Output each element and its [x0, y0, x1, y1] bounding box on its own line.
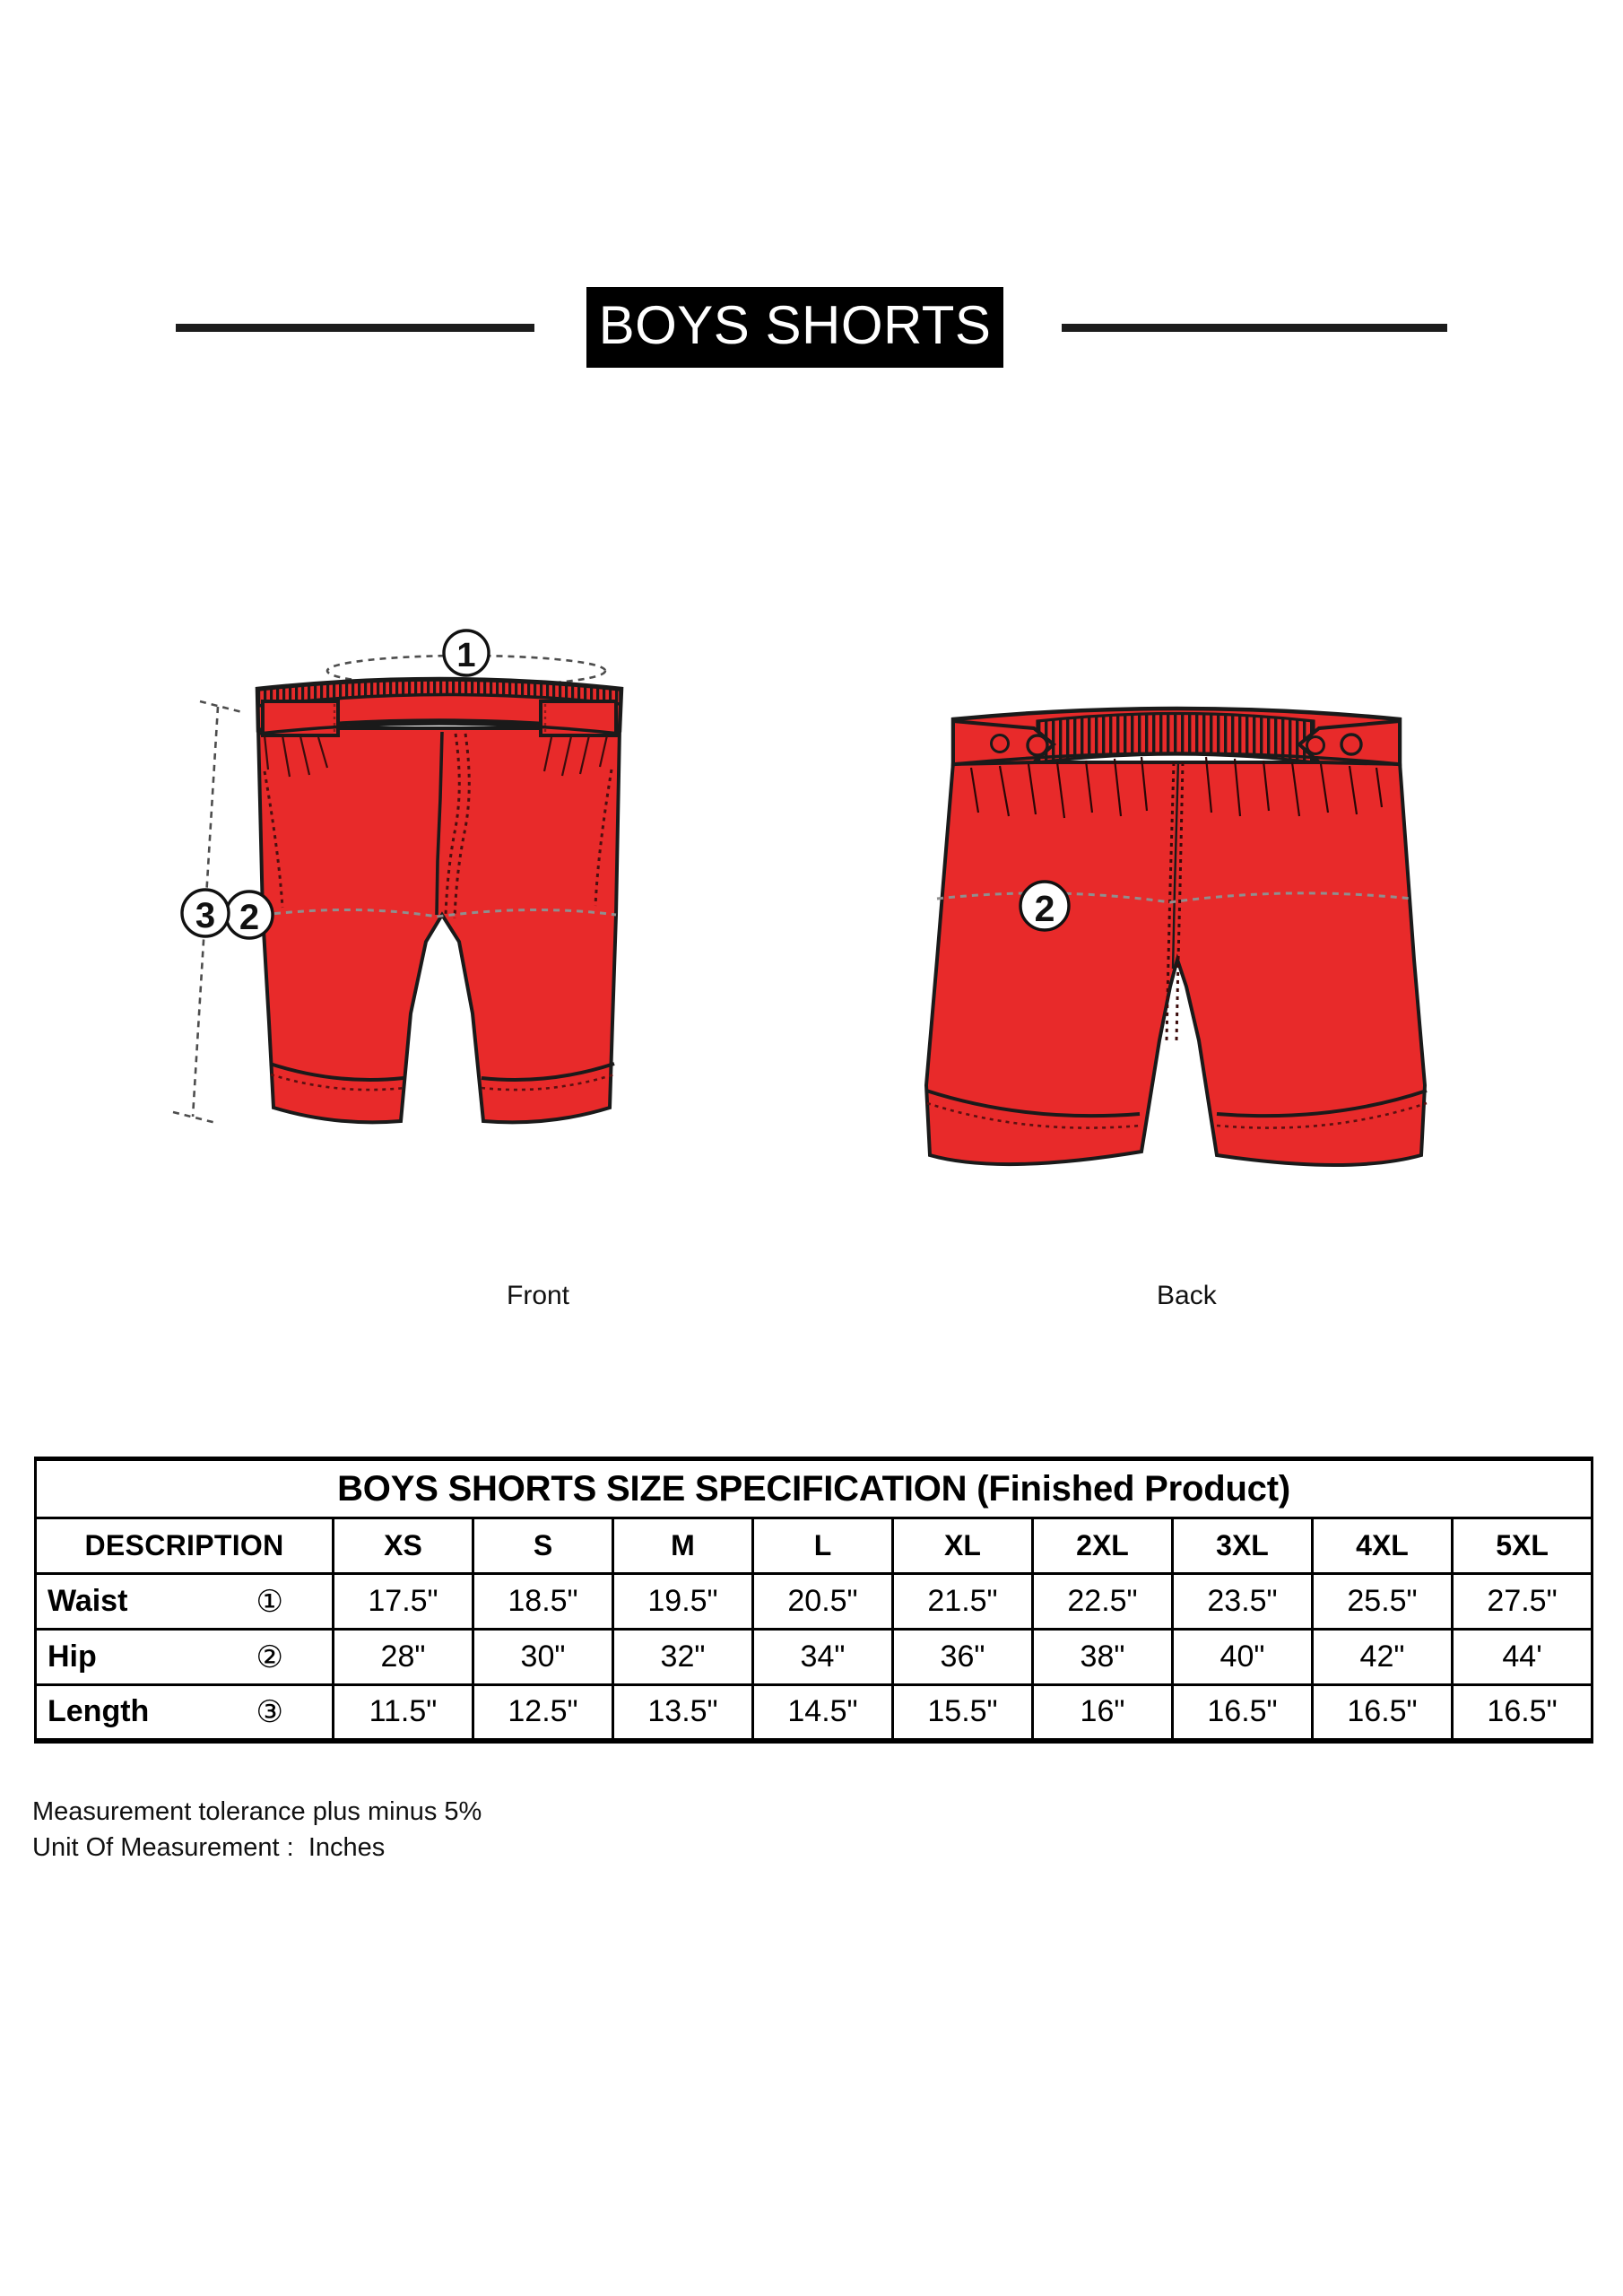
- column-header-description: DESCRIPTION: [36, 1518, 334, 1574]
- callout-2-label: 2: [239, 898, 260, 937]
- table-title: BOYS SHORTS SIZE SPECIFICATION (Finished Product): [36, 1459, 1593, 1518]
- footnotes: [32, 1794, 482, 1866]
- table-row-length: [36, 1685, 1593, 1741]
- cell-hip-s: 30": [473, 1630, 613, 1685]
- callout-1-label: 1: [456, 637, 476, 674]
- callout-marker-1: [444, 631, 489, 675]
- cell-hip-l: 34": [753, 1630, 893, 1685]
- back-shorts-body: [926, 709, 1427, 1165]
- cell-waist-xl: 21.5": [893, 1574, 1033, 1630]
- cell-length-2xl: 16": [1033, 1685, 1173, 1741]
- row-label-length: Length: [48, 1694, 150, 1729]
- table-header-row: [36, 1518, 1593, 1574]
- column-header-m: M: [613, 1518, 753, 1574]
- cell-length-3xl: 16.5": [1173, 1685, 1313, 1741]
- callout-3-label: 3: [195, 896, 216, 935]
- cell-length-m: 13.5": [613, 1685, 753, 1741]
- size-spec-table: [34, 1457, 1593, 1744]
- column-header-5xl: 5XL: [1453, 1518, 1593, 1574]
- cell-waist-4xl: 25.5": [1313, 1574, 1453, 1630]
- row-mark-length: ③: [256, 1694, 283, 1729]
- cell-length-s: 12.5": [473, 1685, 613, 1741]
- size-spec-table-container: [34, 1457, 1590, 1744]
- cell-waist-3xl: 23.5": [1173, 1574, 1313, 1630]
- cell-hip-4xl: 42": [1313, 1630, 1453, 1685]
- cell-waist-s: 18.5": [473, 1574, 613, 1630]
- column-header-s: S: [473, 1518, 613, 1574]
- front-shorts-body: [257, 679, 621, 1122]
- cell-waist-xs: 17.5": [334, 1574, 473, 1630]
- column-header-2xl: 2XL: [1033, 1518, 1173, 1574]
- page-title: BOYS SHORTS: [586, 287, 1004, 368]
- cell-hip-2xl: 38": [1033, 1630, 1173, 1685]
- note-unit: Unit Of Measurement : Inches: [32, 1833, 386, 1863]
- column-header-3xl: 3XL: [1173, 1518, 1313, 1574]
- cell-length-xs: 11.5": [334, 1685, 473, 1741]
- row-mark-waist: ①: [256, 1584, 283, 1619]
- cell-hip-xs: 28": [334, 1630, 473, 1685]
- front-view-caption: Front: [507, 1281, 570, 1310]
- table-row-waist: [36, 1574, 1593, 1630]
- column-header-xs: XS: [334, 1518, 473, 1574]
- note-tolerance: Measurement tolerance plus minus 5%: [32, 1797, 482, 1826]
- callout-marker-2-front: [226, 891, 273, 938]
- cell-hip-xl: 36": [893, 1630, 1033, 1685]
- back-view-caption: Back: [1157, 1281, 1217, 1310]
- title-rule-left: [176, 324, 534, 332]
- cell-waist-5xl: 27.5": [1453, 1574, 1593, 1630]
- cell-hip-3xl: 40": [1173, 1630, 1313, 1685]
- cell-waist-2xl: 22.5": [1033, 1574, 1173, 1630]
- column-header-l: L: [753, 1518, 893, 1574]
- column-header-4xl: 4XL: [1313, 1518, 1453, 1574]
- cell-length-4xl: 16.5": [1313, 1685, 1453, 1741]
- cell-waist-l: 20.5": [753, 1574, 893, 1630]
- cell-hip-m: 32": [613, 1630, 753, 1685]
- row-label-cell-hip: [36, 1630, 334, 1685]
- callout-marker-3: [182, 890, 229, 936]
- callout-marker-2-back: [1020, 882, 1069, 930]
- callout-2-back-label: 2: [1034, 888, 1055, 929]
- cell-waist-m: 19.5": [613, 1574, 753, 1630]
- cell-length-xl: 15.5": [893, 1685, 1033, 1741]
- row-label-waist: Waist: [48, 1584, 128, 1618]
- back-view-illustration: [901, 664, 1457, 1193]
- page-title-band: [0, 269, 1623, 386]
- table-title-row: [36, 1459, 1593, 1518]
- column-header-xl: XL: [893, 1518, 1033, 1574]
- front-view-illustration: [157, 619, 803, 1193]
- row-label-cell-waist: [36, 1574, 334, 1630]
- cell-length-l: 14.5": [753, 1685, 893, 1741]
- row-label-hip: Hip: [48, 1639, 97, 1674]
- cell-length-5xl: 16.5": [1453, 1685, 1593, 1741]
- title-rule-right: [1062, 324, 1447, 332]
- table-row-hip: [36, 1630, 1593, 1685]
- cell-hip-5xl: 44': [1453, 1630, 1593, 1685]
- row-mark-hip: ②: [256, 1639, 283, 1674]
- row-label-cell-length: [36, 1685, 334, 1741]
